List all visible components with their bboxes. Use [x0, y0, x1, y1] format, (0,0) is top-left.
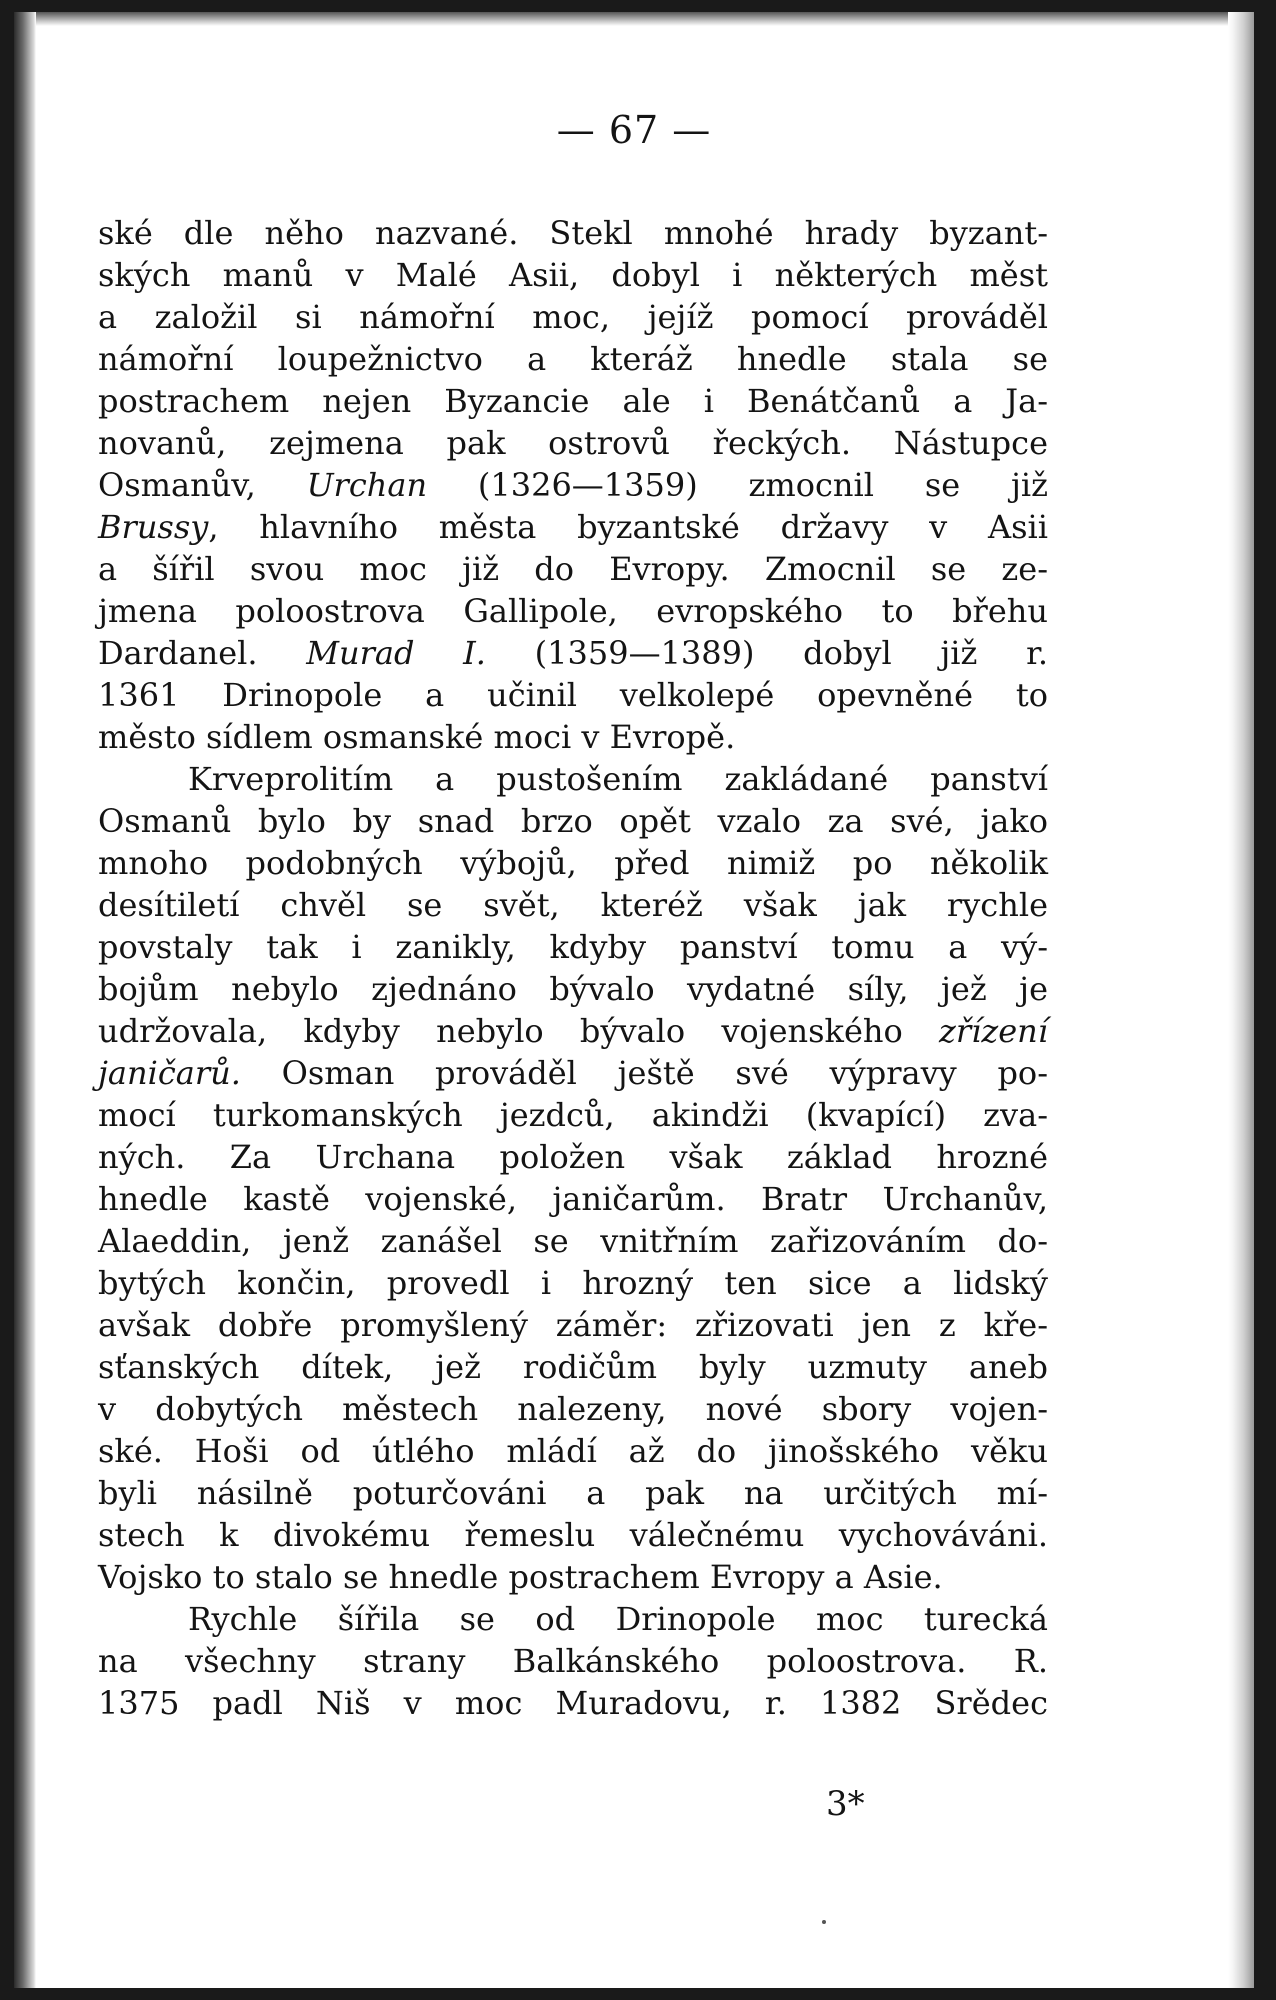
page-top-edge-shadow: [14, 12, 1254, 26]
text-line: [98, 1430, 1048, 1472]
text-run: Rychle šířila se od Drinopole moc turecká: [188, 1600, 1048, 1638]
text-run: desítiletí chvěl se svět, kteréž však jak rychle: [98, 886, 1048, 924]
text-run: město sídlem osmanské moci v Evropě.: [98, 718, 736, 756]
text-line: [98, 1682, 1048, 1724]
text-run: Osmanův,: [98, 466, 307, 504]
printer-signature-mark: 3*: [826, 1784, 865, 1824]
body-text: [98, 212, 1048, 1724]
text-run: postrachem nejen Byzancie ale i Benátčanů a Ja-: [98, 382, 1048, 420]
text-run: Osman prováděl ještě své výpravy po-: [240, 1054, 1048, 1092]
text-run: Osmanů bylo by snad brzo opět vzalo za své, jako: [98, 802, 1048, 840]
text-line: [98, 716, 1048, 758]
text-run: a šířil svou moc již do Evropy. Zmocnil se ze-: [98, 550, 1048, 588]
text-line: [98, 1598, 1048, 1640]
page-left-edge-shadow: [14, 12, 36, 1988]
text-line: [98, 632, 1048, 674]
text-line: [98, 464, 1048, 506]
text-line: [98, 1556, 1048, 1598]
text-line: [98, 296, 1048, 338]
italic-term: janičarů.: [98, 1054, 241, 1092]
page-right-edge-shadow: [1228, 12, 1254, 1988]
text-run: v dobytých městech nalezeny, nové sbory vojen-: [98, 1390, 1048, 1428]
text-line: [98, 1052, 1048, 1094]
paper-speck: [822, 1920, 826, 1924]
text-line: [98, 1010, 1048, 1052]
paragraph: [98, 758, 1048, 1598]
text-run: námořní loupežnictvo a kteráž hnedle stala se: [98, 340, 1048, 378]
text-line: [98, 968, 1048, 1010]
text-line: [98, 212, 1048, 254]
text-line: [98, 590, 1048, 632]
text-run: ské. Hoši od útlého mládí až do jinošského věku: [98, 1432, 1048, 1470]
text-line: [98, 338, 1048, 380]
text-run: Krveprolitím a pustošením zakládané panství: [188, 760, 1048, 798]
text-line: [98, 1640, 1048, 1682]
text-line: [98, 548, 1048, 590]
text-run: novanů, zejmena pak ostrovů řeckých. Nástupce: [98, 424, 1048, 462]
text-line: [98, 1472, 1048, 1514]
text-run: udržovala, kdyby nebylo bývalo vojenského: [98, 1012, 939, 1050]
text-line: [98, 1136, 1048, 1178]
italic-term: Murad I.: [306, 634, 486, 672]
text-run: Alaeddin, jenž zanášel se vnitřním zařizováním do-: [98, 1222, 1048, 1260]
text-line: [98, 674, 1048, 716]
text-run: bytých končin, provedl i hrozný ten sice a lidský: [98, 1264, 1048, 1302]
text-run: jmena poloostrova Gallipole, evropského to břehu: [98, 592, 1048, 630]
text-run: stech k divokému řemeslu válečnému vychováváni.: [98, 1516, 1048, 1554]
text-run: avšak dobře promyšlený záměr: zřizovati jen z kře-: [98, 1306, 1048, 1344]
text-run: Vojsko to stalo se hnedle postrachem Evropy a Asie.: [98, 1558, 943, 1596]
text-run: a založil si námořní moc, jejíž pomocí prováděl: [98, 298, 1048, 336]
text-line: [98, 380, 1048, 422]
text-run: , hlavního města byzantské državy v Asii: [208, 508, 1048, 546]
text-run: povstaly tak i zanikly, kdyby panství tomu a vý-: [98, 928, 1048, 966]
italic-term: Urchan: [306, 466, 428, 504]
text-line: [98, 1388, 1048, 1430]
text-run: mnoho podobných výbojů, před nimiž po několik: [98, 844, 1048, 882]
text-line: [98, 254, 1048, 296]
text-line: [98, 926, 1048, 968]
text-run: bojům nebylo zjednáno bývalo vydatné síly, jež je: [98, 970, 1048, 1008]
text-run: mocí turkomanských jezdců, akindži (kvapící) zva-: [98, 1096, 1048, 1134]
text-line: [98, 1304, 1048, 1346]
text-run: ských manů v Malé Asii, dobyl i některých měst: [98, 256, 1048, 294]
text-line: [98, 884, 1048, 926]
text-run: (1326—1359) zmocnil se již: [427, 466, 1049, 504]
text-run: 1375 padl Niš v moc Muradovu, r. 1382 Srědec: [98, 1684, 1048, 1722]
text-line: [98, 1178, 1048, 1220]
page-number: — 67 —: [556, 108, 712, 152]
text-run: hnedle kastě vojenské, janičarům. Bratr Urchanův,: [98, 1180, 1048, 1218]
text-line: [98, 1094, 1048, 1136]
text-run: sťanských dítek, jež rodičům byly uzmuty aneb: [98, 1348, 1048, 1386]
italic-term: Brussy: [98, 508, 209, 546]
text-run: Dardanel.: [98, 634, 307, 672]
text-line: [98, 1220, 1048, 1262]
text-line: [98, 842, 1048, 884]
paragraph: [98, 1598, 1048, 1724]
text-line: [98, 1346, 1048, 1388]
text-run: ské dle něho nazvané. Stekl mnohé hrady byzant-: [98, 214, 1048, 252]
text-run: ných. Za Urchana položen však základ hrozné: [98, 1138, 1048, 1176]
italic-term: zřízení: [938, 1012, 1048, 1050]
text-line: [98, 758, 1048, 800]
book-page: [14, 12, 1254, 1988]
text-run: na všechny strany Balkánského poloostrova. R.: [98, 1642, 1048, 1680]
text-run: 1361 Drinopole a učinil velkolepé opevněné to: [98, 676, 1048, 714]
text-run: (1359—1389) dobyl již r.: [485, 634, 1049, 672]
text-line: [98, 422, 1048, 464]
text-run: byli násilně poturčováni a pak na určitých mí-: [98, 1474, 1048, 1512]
text-line: [98, 506, 1048, 548]
paragraph: [98, 212, 1048, 758]
text-line: [98, 1262, 1048, 1304]
text-line: [98, 800, 1048, 842]
text-line: [98, 1514, 1048, 1556]
